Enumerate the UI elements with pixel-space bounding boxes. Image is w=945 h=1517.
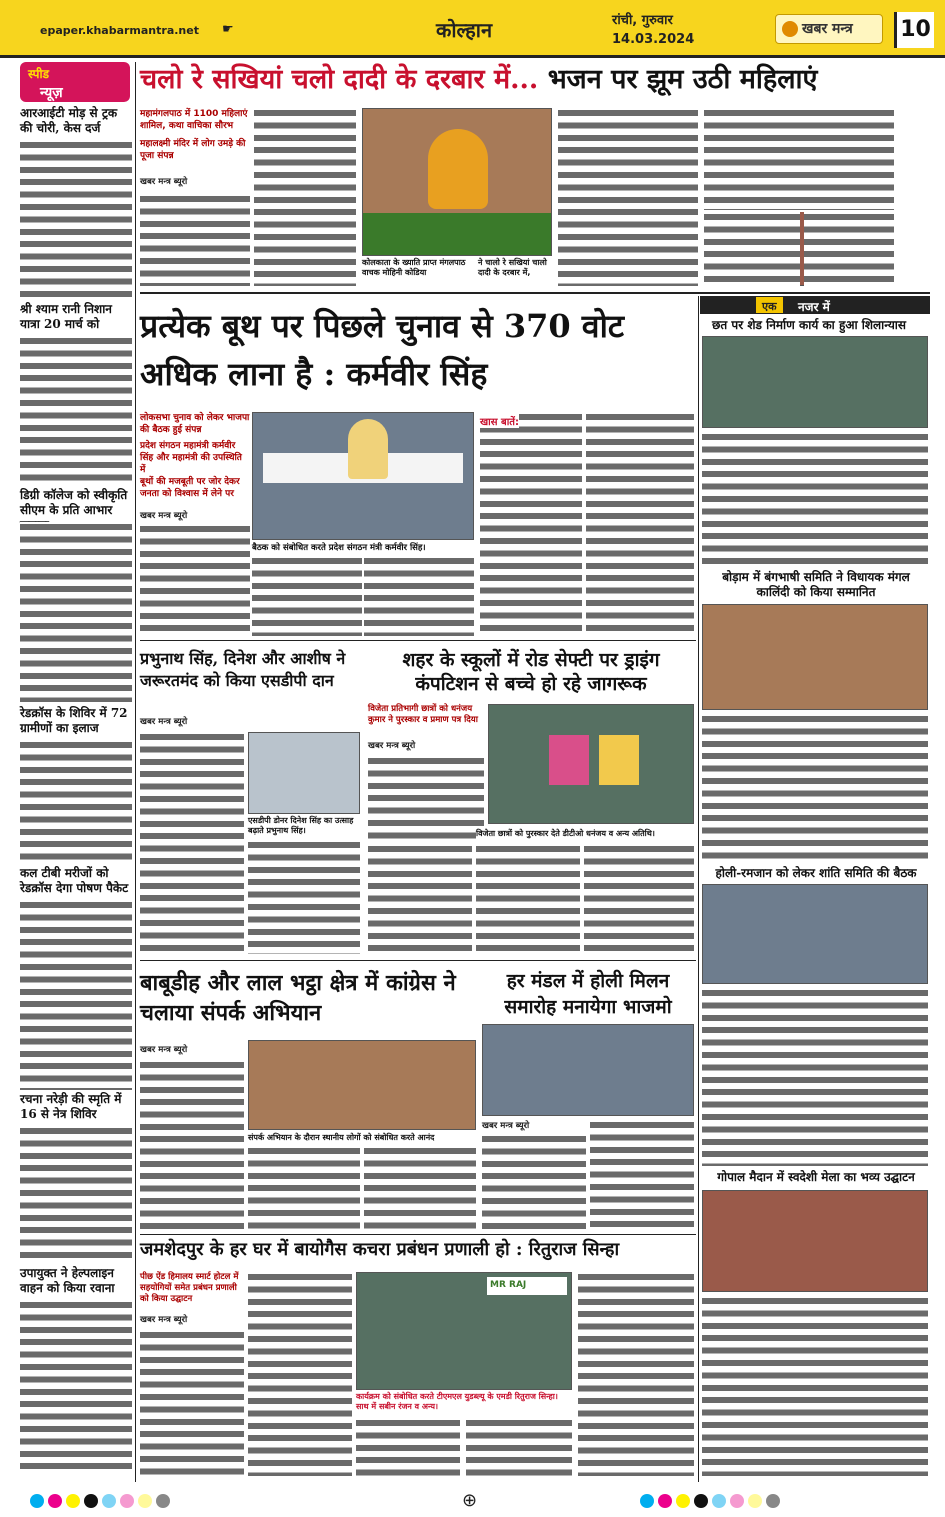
speed-news-body [20,522,132,702]
article-body [140,732,244,954]
speed-news-badge [20,62,130,102]
ek-nazar-title: नजर में [798,300,830,314]
article-body [476,844,580,954]
holi-photo [482,1024,694,1116]
donor-photo [248,732,360,814]
column-divider [135,62,136,1482]
article-body [248,840,360,954]
nazar-photo [702,1190,928,1292]
edition-name: कोल्हान [436,18,493,42]
article-body [364,1146,476,1230]
section-divider [140,1234,696,1235]
speed-news-headline: डिग्री कॉलेज को स्वीकृति सीएम के प्रति आभार [20,488,128,517]
black-swatch [694,1494,708,1508]
article-body [702,988,928,1166]
pointer-icon: ☛ [222,22,234,37]
speed-news-body [20,140,132,300]
nazar-photo [702,604,928,710]
road-story-headline: शहर के स्कूलों में रोड सेफ्टी पर ड्राइंग कंपटिशन से बच्चे हो रहे जागरूक [402,649,660,695]
speed-news-headline: रेडक्रॉस के शिविर में 72 ग्रामीणों का इलाज [20,706,128,735]
byline: खबर मन्त्र ब्यूरो [482,1121,530,1131]
article-body [140,1330,244,1476]
nazar-headline: होली-रमजान को लेकर शांति समिति की बैठक [715,866,917,880]
temple-photo [362,108,552,256]
speed-news-body [20,900,132,1090]
article-body [804,212,894,286]
photo-caption: एसडीपी डोनर दिनेश सिंह का उत्साह बढ़ाते प्रभुनाथ सिंह। [248,816,360,836]
story-370-headline: प्रत्येक बूथ पर पिछले चुनाव से 370 वोट अधिक लाना है : कर्मवीर सिंह [140,307,624,393]
article-body [702,1296,928,1476]
dateline-city: रांची, गुरुवार [612,13,673,28]
cyan-swatch [30,1494,44,1508]
nazar-photo [702,884,928,984]
byline: खबर मन्त्र ब्यूरो [140,717,188,727]
column-divider [698,296,699,1482]
article-body [480,412,582,636]
byline: खबर मन्त्र ब्यूरो [140,511,188,521]
article-body [368,756,484,840]
registration-marks-right [640,1494,780,1508]
dateline-date: 14.03.2024 [612,32,695,47]
cyan-tint-swatch [102,1494,116,1508]
photo-caption: बैठक को संबोधित करते प्रदेश संगठन मंत्री कर्मवीर सिंह। [252,542,474,553]
article-body [466,1418,572,1476]
yellow-swatch [676,1494,690,1508]
blood-story-headline: प्रभुनाथ सिंह, दिनेश और आशीष ने जरूरतमंद को किया एसडीपी दान [140,649,346,690]
cyan-tint-swatch [712,1494,726,1508]
grey-swatch [766,1494,780,1508]
registration-marks-left [30,1494,170,1508]
article-body [584,844,694,954]
article-body [586,412,694,636]
ek-nazar-tag: एक [756,297,783,313]
yellow-tint-swatch [748,1494,762,1508]
magenta-tint-swatch [730,1494,744,1508]
article-body [558,108,698,286]
article-body [482,1134,586,1230]
biogas-story-headline: जमशेदपुर के हर घर में बायोगैस कचरा प्रबंधन प्रणाली हो : रितुराज सिन्हा [140,1239,620,1260]
biogas-story-bullet: पीछ ऐंड हिमालय स्मार्ट होटल में सहयोगियों समेत प्रबंधन प्रणाली को किया उद्घाटन [140,1272,239,1304]
top-story-bullet: महालक्ष्मी मंदिर में लोग उमड़े की पूजा संपन्न [140,139,246,161]
nazar-headline: गोपाल मैदान में स्वदेशी मेला का भव्य उद्घाटन [717,1170,915,1184]
brand-logo[interactable] [775,14,883,44]
flower-decor [363,213,552,256]
story-370-bullet: प्रदेश संगठन महामंत्री कर्मवीर सिंह और महामंत्री की उपस्थिति में [140,441,242,475]
article-body [702,432,928,564]
magenta-swatch [658,1494,672,1508]
event-banner: MR RAJ [487,1277,567,1295]
congress-photo [248,1040,476,1130]
nazar-headline: छत पर शेड निर्माण कार्य का हुआ शिलान्यास [712,318,907,332]
article-body [356,1418,460,1476]
speed-news-body [20,1126,132,1264]
story-370-bullet: बूथों की मजबूती पर जोर देकर जनता को विश्वास में लेने पर [140,477,240,499]
drawing-sheet [549,735,589,785]
byline: खबर मन्त्र ब्यूरो [140,1045,188,1055]
section-divider [140,960,696,961]
black-swatch [84,1494,98,1508]
article-body [578,1272,694,1476]
holi-story-headline: हर मंडल में होली मिलन समारोह मनायेगा भाजमो [504,970,672,1018]
article-body [702,714,928,862]
top-story-headline-red: चलो रे सखियां चलो दादी के दरबार में... [140,64,539,95]
photo-caption: संपर्क अभियान के दौरान स्थानीय लोगों को संबोधित करते आनंद [248,1132,476,1143]
article-body [368,844,472,954]
meeting-photo [252,412,474,540]
biogas-photo [356,1272,572,1390]
brand-mark-icon [782,21,798,37]
article-body [248,1146,360,1230]
speed-news-body [20,740,132,860]
byline: खबर मन्त्र ब्यूरो [368,741,416,751]
brand-name: खबर मन्त्र [802,21,853,37]
byline: खबर मन्त्र ब्यूरो [140,177,188,187]
speed-news-headline: उपायुक्त ने हेल्पलाइन वाहन को किया रवाना [20,1266,115,1295]
lead-label: खास बातें: [480,414,519,428]
congress-story-headline: बाबूडीह और लाल भट्ठा क्षेत्र में कांग्रेस ने चलाया संपर्क अभियान [140,970,456,1026]
speed-news-headline: श्री श्याम रानी निशान यात्रा 20 मार्च को [20,302,112,331]
article-body [248,1272,352,1476]
nazar-photo [702,336,928,428]
article-body [254,108,356,286]
article-body [364,556,474,636]
speed-news-headline: रचना नरेड़ी की स्मृति में 16 से नेत्र शिविर [20,1092,122,1121]
article-body [140,194,250,286]
article-body [140,1134,244,1230]
road-story-bullet: विजेता प्रतिभागी छात्रों को धनंजय कुमार ने पुरस्कार व प्रमाण पत्र दिया [368,704,478,725]
site-url[interactable]: epaper.khabarmantra.net [40,24,199,37]
top-story-headline [140,64,930,95]
article-body [252,556,362,636]
speed-news-headline: आरआईटी मोड़ से ट्रक की चोरी, केस दर्ज [20,106,118,135]
deity-figure [428,129,488,209]
speed-news-badge-top: स्पीड [28,67,50,81]
section-divider [140,640,696,641]
registration-crosshair-icon: ⊕ [462,1490,478,1511]
cyan-swatch [640,1494,654,1508]
article-body [140,524,250,636]
story-370-bullet: लोकसभा चुनाव को लेकर भाजपा की बैठक हुई संपन्न [140,413,250,435]
drawing-sheet [599,735,639,785]
speed-news-body [20,1300,132,1475]
article-body [590,1120,694,1230]
photo-caption: कोलकाता के ख्याति प्राप्त मंगलपाठ वाचक मोहिनी कोडिया [362,258,474,278]
section-divider [140,292,930,294]
grey-swatch [156,1494,170,1508]
speed-news-body [20,336,132,484]
page-number: 10 [894,12,934,48]
top-story-bullet: महामंगलपाठ में 1100 महिलाएं शामिल, कथा वाचिका सौरभ [140,109,248,131]
magenta-swatch [48,1494,62,1508]
speaker-figure [348,419,388,479]
speed-news-headline: कल टीबी मरीजों को रेडक्रॉस देगा पोषण पैकेट [20,866,129,895]
photo-caption: कार्यक्रम को संबोधित करते टीएमएल युडब्ल्यू के एमडी रितुराज सिन्हा। साथ में सबीन रंजन व अन्य। [356,1392,572,1412]
road-safety-photo [488,704,694,824]
article-body [704,108,894,210]
top-story-headline-black: भजन पर झूम उठी महिलाएं [547,64,818,95]
byline: खबर मन्त्र ब्यूरो [140,1315,188,1325]
yellow-tint-swatch [138,1494,152,1508]
article-body [704,212,800,286]
magenta-tint-swatch [120,1494,134,1508]
speed-news-badge-bottom: न्यूज़ [40,85,63,101]
nazar-headline: बोड़ाम में बंगभाषी समिति ने विधायक मंगल कालिंदी को किया सम्मानित [722,570,910,599]
photo-caption: ने चालो रे सखियां चालो दादी के दरबार में, [478,258,558,278]
yellow-swatch [66,1494,80,1508]
photo-caption: विजेता छात्रों को पुरस्कार देते डीटीओ धनंजय व अन्य अतिथि। [476,828,694,839]
article-body [140,1060,244,1130]
